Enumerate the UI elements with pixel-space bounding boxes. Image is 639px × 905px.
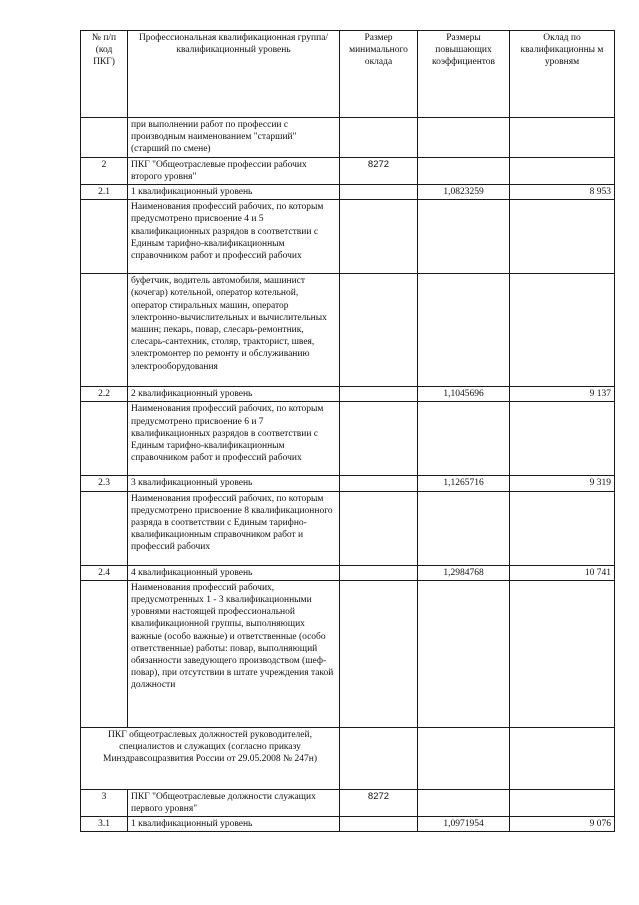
row-salary [340,565,418,580]
row-final: 8 953 [510,185,615,200]
row-coef: 1,0823259 [418,185,510,200]
row-num: 2 [81,157,128,184]
table-row [81,118,615,158]
header-min-salary: Размер минимального оклада [340,31,418,118]
row-num [81,200,128,274]
row-text: ПКГ "Общеотраслевые профессии рабочих второго уровня" [128,157,340,184]
row-text: Наименования профессий рабочих, по которым предусмотрено присвоение 6 и 7 квалификационных разрядов в соответствии с Единым тарифно-квалификационным справочником работ и профессий рабочих [128,402,340,476]
row-text: 2 квалификационный уровень [128,387,340,402]
table-row [81,817,615,832]
table-row [81,387,615,402]
row-final [510,402,615,476]
row-text: ПКГ "Общеотраслевые должности служащих первого уровня" [128,789,340,816]
table-row [81,157,615,184]
row-final [510,580,615,727]
table-row [81,565,615,580]
row-coef: 1,0971954 [418,817,510,832]
row-num [81,402,128,476]
row-final: 9 076 [510,817,615,832]
table-row [81,200,615,274]
header-level-salary: Оклад по квалификационны м уровням [510,31,615,118]
row-salary [340,387,418,402]
section-empty-cell [510,727,615,789]
row-num [81,274,128,387]
header-num: № п/п (код ПКГ) [81,31,128,118]
row-num [81,118,128,158]
row-coef [418,157,510,184]
row-num: 2.2 [81,387,128,402]
row-salary [340,402,418,476]
row-text: при выполнении работ по профессии с производным наименованием "старший" (старший по смене) [128,118,340,158]
table-row [81,580,615,727]
row-salary: 8272 [340,789,418,816]
section-row [81,727,615,789]
row-coef [418,580,510,727]
row-num: 3.1 [81,817,128,832]
row-num [81,491,128,565]
table-row [81,789,615,816]
row-salary [340,118,418,158]
row-coef [418,402,510,476]
row-coef [418,118,510,158]
section-empty-cell [340,727,418,789]
row-salary: 8272 [340,157,418,184]
row-final [510,157,615,184]
row-coef [418,491,510,565]
row-text: буфетчик, водитель автомобиля, машинист (кочегар) котельной, оператор котельной, оператор стиральных машин, оператор электронно-вычислительных и вычислительных машин; пекарь, повар, слесарь-ремонтник, слесарь-сантехник, столяр, тракторист, швея, электромонтер по ремонту и обслуживанию электрооборудования [128,274,340,387]
section-empty-cell [418,727,510,789]
table-row [81,491,615,565]
row-text: 1 квалификационный уровень [128,817,340,832]
header-coefficients: Размеры повышающих коэффициентов [418,31,510,118]
row-final [510,200,615,274]
header-row [81,31,615,118]
table-row [81,476,615,491]
row-salary [340,491,418,565]
row-final [510,789,615,816]
row-text: Наименования профессий рабочих, по которым предусмотрено присвоение 4 и 5 квалификационных разрядов в соответствии с Единым тарифно-квалификационным справочником работ и профессий рабочих [128,200,340,274]
row-final: 9 137 [510,387,615,402]
row-coef: 1,1045696 [418,387,510,402]
row-coef [418,789,510,816]
row-final: 10 741 [510,565,615,580]
header-group: Профессиональная квалификационная группа/квалификационный уровень [128,31,340,118]
row-final [510,491,615,565]
row-salary [340,817,418,832]
row-text: 4 квалификационный уровень [128,565,340,580]
row-final [510,274,615,387]
row-num: 2.3 [81,476,128,491]
row-salary [340,185,418,200]
row-num: 2.4 [81,565,128,580]
row-num: 3 [81,789,128,816]
row-salary [340,274,418,387]
section-heading: ПКГ общеотраслевых должностей руководителей, специалистов и служащих (согласно приказу Минздравсоцразвития России от 29.05.2008 № 247н) [81,727,340,789]
row-text: 3 квалификационный уровень [128,476,340,491]
row-num: 2.1 [81,185,128,200]
row-salary [340,476,418,491]
table-row [81,274,615,387]
row-text: 1 квалификационный уровень [128,185,340,200]
row-coef: 1,1265716 [418,476,510,491]
row-coef [418,274,510,387]
row-num [81,580,128,727]
row-final: 9 319 [510,476,615,491]
row-final [510,118,615,158]
row-coef [418,200,510,274]
row-text: Наименования профессий рабочих, по которым предусмотрено присвоение 8 квалификационного разряда в соответствии с Единым тарифно-квалификационным справочником работ и профессий рабочих [128,491,340,565]
salary-table [80,30,615,832]
row-salary [340,580,418,727]
row-coef: 1,2984768 [418,565,510,580]
table-row [81,402,615,476]
row-text: Наименования профессий рабочих, предусмотренных 1 - 3 квалификационными уровнями настоящей профессиональной квалификационной группы, выполняющих важные (особо важные) и ответственные (особо ответственные) работы: повар, выполняющий обязанности заведующего производством (шеф-повар), при отсутствии в штате учреждения такой должности [128,580,340,727]
table-row [81,185,615,200]
row-salary [340,200,418,274]
